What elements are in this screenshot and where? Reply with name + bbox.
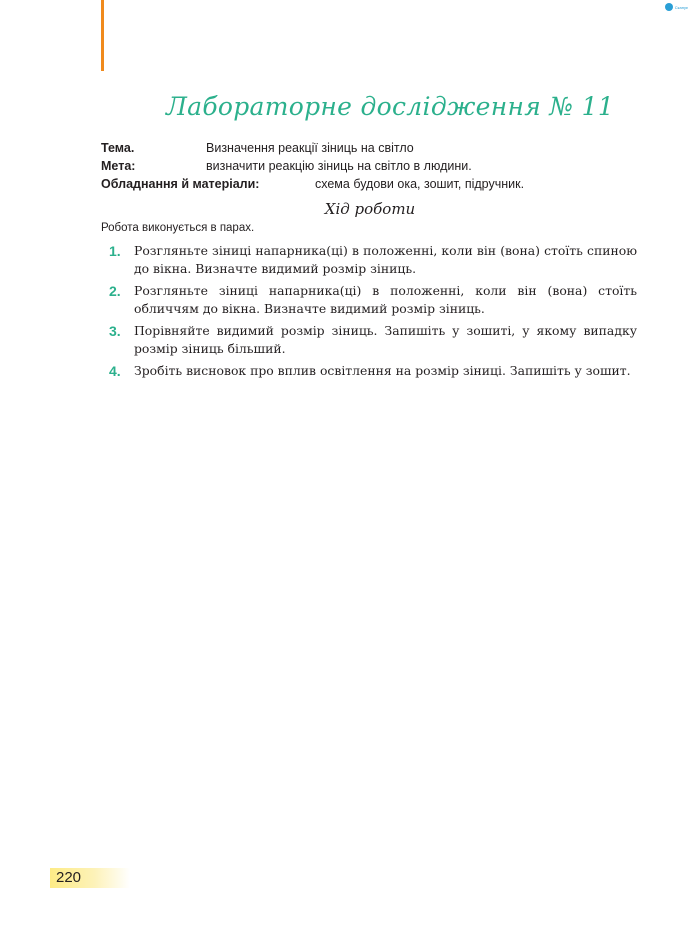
lab-title: Лабораторне дослідження № 11 [165,92,615,121]
steps-list [101,242,637,384]
logo-text: Сканує [674,4,688,10]
topic-label: Тема. [101,141,135,155]
step-number: 2. [109,283,121,299]
list-item [101,242,637,278]
meta-equipment [101,175,525,193]
logo-icon [665,3,673,11]
list-item [101,322,637,358]
margin-accent-bar [101,0,104,71]
step-number: 1. [109,243,121,259]
step-number: 3. [109,323,121,339]
intro-text: Робота виконується в парах. [101,222,255,234]
meta-goal [101,157,472,175]
equipment-value: схема будови ока, зошит, підручник. [315,177,525,191]
step-text: Порівняйте видимий розмір зіниць. Запишіть у зошиті, у якому випадку розмір зіниць більший. [134,323,637,356]
list-item [101,282,637,318]
list-item [101,362,637,380]
goal-value: визначити реакцію зіниць на світло в людини. [206,159,472,173]
page-number: 220 [56,869,82,886]
progress-title: Хід роботи [324,200,416,218]
step-text: Розгляньте зіниці напарника(ці) в положенні, коли він (вона) стоїть обличчям до вікна. Визначте видимий розмір зіниць. [134,283,637,316]
equipment-label: Обладнання й матеріали: [101,177,260,191]
meta-topic [101,139,414,157]
step-text: Зробіть висновок про вплив освітлення на розмір зіниці. Запишіть у зошит. [134,363,631,378]
step-number: 4. [109,363,121,379]
step-text: Розгляньте зіниці напарника(ці) в положенні, коли він (вона) стоїть спиною до вікна. Визначте видимий розмір зіниць. [134,243,637,276]
page-number-tab [50,868,130,888]
corner-logo [665,3,688,11]
goal-label: Мета: [101,159,136,173]
topic-value: Визначення реакції зіниць на світло [206,141,414,155]
